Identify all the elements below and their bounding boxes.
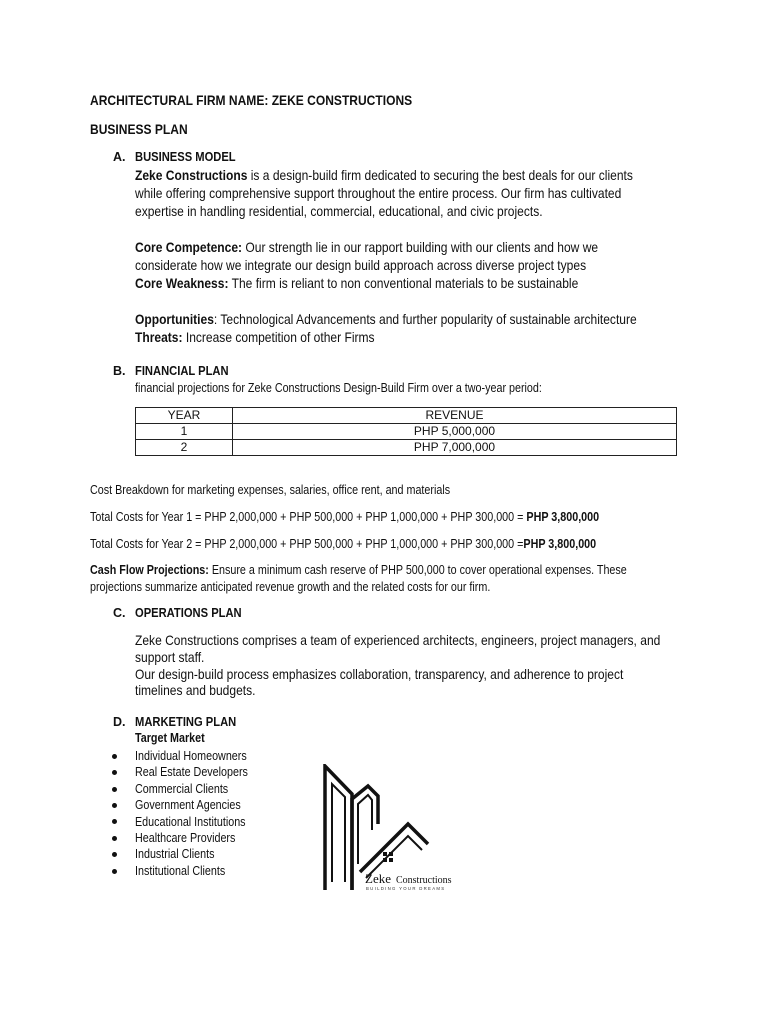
year2-total: PHP 3,800,000: [523, 537, 597, 551]
year1-costs: Total Costs for Year 1 = PHP 2,000,000 + PHP 500,000 + PHP 1,000,000 + PHP 300,000 = PHP 3,800,000: [90, 510, 600, 524]
list-item: Industrial Clients: [112, 846, 266, 862]
section-d-letter: D.: [113, 715, 126, 729]
list-item: Government Agencies: [112, 797, 266, 813]
section-b-letter: B.: [113, 364, 126, 378]
year-cell: 1: [136, 424, 233, 440]
bullet-icon: [112, 754, 117, 759]
zeke-constructions-logo: [320, 764, 470, 892]
cash-flow-projections: Cash Flow Projections: Ensure a minimum cash reserve of PHP 500,000 to cover operational expenses. These projections summarize anticipated revenue growth and the related costs for our firm.: [90, 563, 627, 594]
bullet-icon: [112, 787, 117, 792]
revenue-cell: PHP 7,000,000: [233, 440, 677, 456]
table-row: [136, 440, 677, 456]
revenue-cell: PHP 5,000,000: [233, 424, 677, 440]
list-item: Commercial Clients: [112, 781, 266, 797]
revenue-table: [135, 407, 677, 456]
business-plan-heading: BUSINESS PLAN: [90, 121, 188, 137]
year1-total: PHP 3,800,000: [526, 510, 600, 524]
firm-name-title: ARCHITECTURAL FIRM NAME: ZEKE CONSTRUCTIONS: [90, 92, 413, 108]
core-competence-block: Core Competence: Our strength lie in our rapport building with our clients and how we considerate how we integrate our design build approach across diverse project types Core Weakness: The firm is reliant to non conventional materials to be sustainable: [135, 239, 599, 291]
target-market-subheading: Target Market: [135, 731, 205, 745]
logo-tagline: BUILDING YOUR DREAMS: [366, 886, 446, 891]
year-cell: 2: [136, 440, 233, 456]
bullet-icon: [112, 770, 117, 775]
section-a-letter: A.: [113, 150, 126, 164]
business-model-paragraph: Zeke Constructions is a design-build firm dedicated to securing the best deals for our clients while offering comprehensive support throughout the entire process. Our firm has cultivated expertise in handling residential, commercial, educational, and civic projects.: [135, 167, 633, 219]
year-header: YEAR: [136, 408, 233, 424]
section-c-heading: OPERATIONS PLAN: [135, 605, 242, 620]
list-item: Individual Homeowners: [112, 748, 266, 764]
opportunities-threats-block: Opportunities: Technological Advancements and further popularity of sustainable architecture Threats: Increase competition of other Firms: [135, 311, 637, 345]
bullet-icon: [112, 819, 117, 824]
list-item: Healthcare Providers: [112, 830, 266, 846]
bullet-icon: [112, 852, 117, 857]
cost-breakdown: Cost Breakdown for marketing expenses, salaries, office rent, and materials: [90, 483, 451, 497]
section-d-heading: MARKETING PLAN: [135, 714, 237, 729]
financial-intro: financial projections for Zeke Constructions Design-Build Firm over a two-year period:: [135, 381, 542, 395]
target-market-list: [112, 748, 266, 879]
bullet-icon: [112, 869, 117, 874]
list-item: Educational Institutions: [112, 814, 266, 830]
table-header-row: [136, 408, 677, 424]
table-row: [136, 424, 677, 440]
logo-name-first: Zeke: [365, 871, 391, 886]
bullet-icon: [112, 836, 117, 841]
firm-name-bold: Zeke Constructions: [135, 167, 248, 183]
section-c-letter: C.: [113, 606, 126, 620]
revenue-header: REVENUE: [233, 408, 677, 424]
operations-paragraph: Zeke Constructions comprises a team of experienced architects, engineers, project managers, and support staff. Our design-build process emphasizes collaboration, transparency, and adherence to project timelines and budgets.: [135, 632, 661, 699]
section-b-heading: FINANCIAL PLAN: [135, 363, 229, 378]
logo-name-second: Constructions: [396, 875, 452, 886]
bullet-icon: [112, 803, 117, 808]
year2-costs: Total Costs for Year 2 = PHP 2,000,000 + PHP 500,000 + PHP 1,000,000 + PHP 300,000 =PHP 3,800,000: [90, 537, 597, 551]
section-a-heading: BUSINESS MODEL: [135, 149, 236, 164]
list-item: Institutional Clients: [112, 863, 266, 879]
list-item: Real Estate Developers: [112, 764, 266, 780]
